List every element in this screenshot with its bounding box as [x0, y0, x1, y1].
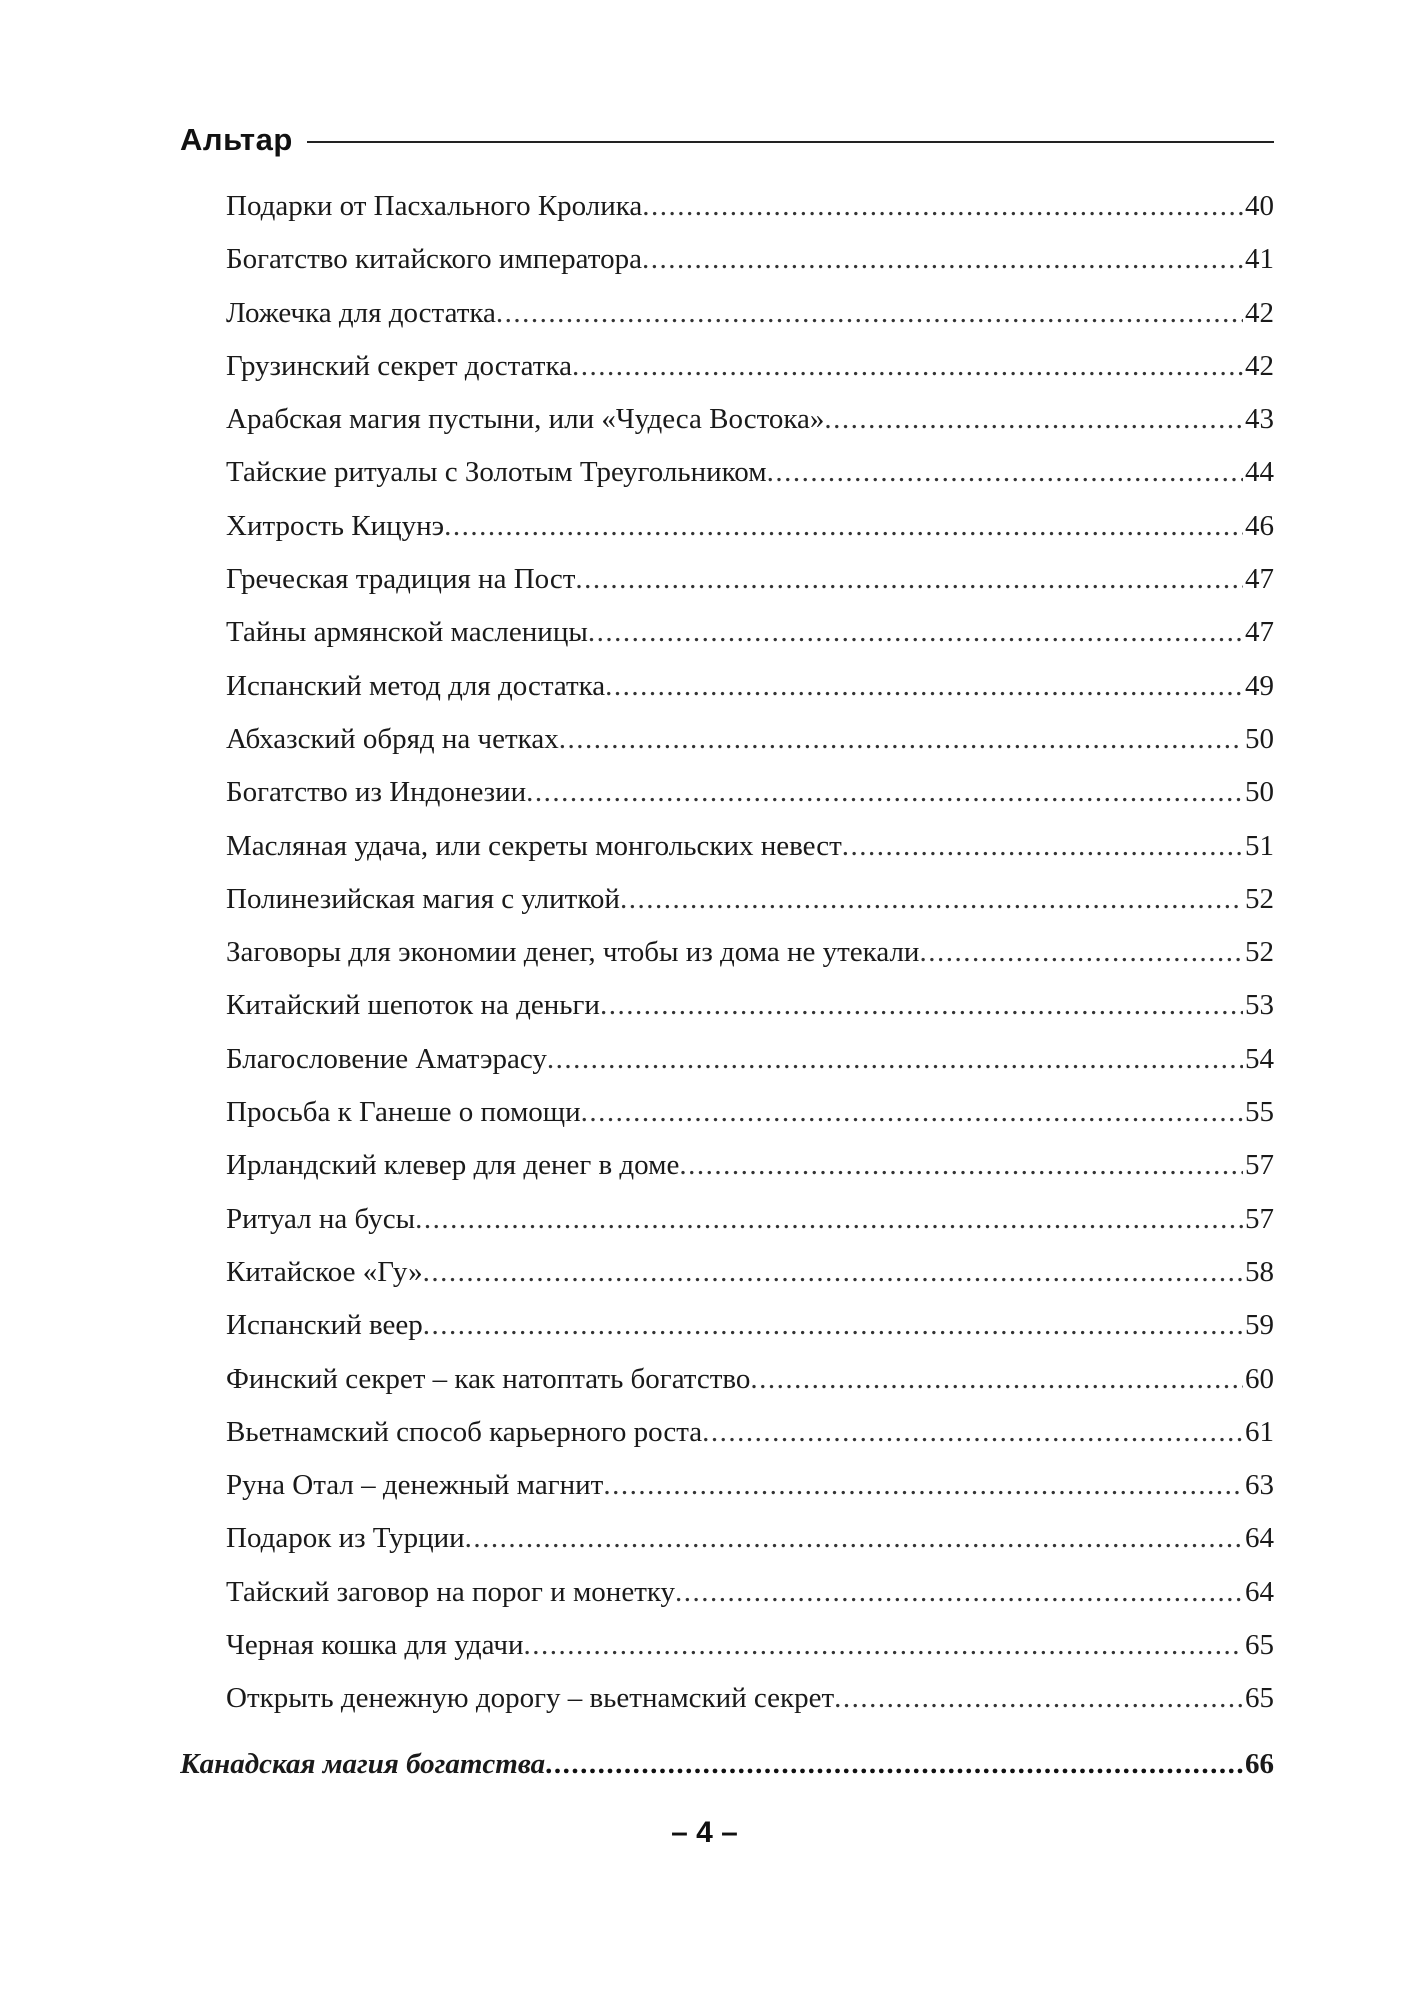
toc-entry-title: Абхазский обряд на четках	[226, 722, 559, 755]
toc-entry-title: Ирландский клевер для денег в доме	[226, 1149, 680, 1182]
toc-leader-dots	[767, 446, 1243, 499]
toc-entry[interactable]	[226, 820, 1274, 873]
toc-entry-title: Открыть денежную дорогу – вьетнамский секрет	[226, 1682, 835, 1715]
toc-entry-page: 52	[1245, 882, 1274, 915]
toc-entry[interactable]	[226, 1033, 1274, 1086]
toc-leader-dots	[834, 1672, 1243, 1725]
toc-entry-title: Подарки от Пасхального Кролика	[226, 190, 643, 222]
toc-entry-page: 49	[1245, 669, 1274, 702]
toc-entry-page: 64	[1245, 1522, 1274, 1555]
toc-entry-title: Полинезийская магия с улиткой	[226, 882, 620, 915]
toc-leader-dots	[600, 979, 1243, 1032]
toc-entry[interactable]	[226, 1672, 1274, 1725]
toc-entry[interactable]	[226, 340, 1274, 393]
toc-entry-title: Арабская магия пустыни, или «Чудеса Востока»	[226, 403, 825, 436]
toc-entry-title: Богатство китайского императора	[226, 243, 642, 276]
toc-entry-title: Благословение Аматэрасу	[226, 1042, 547, 1075]
toc-leader-dots	[605, 660, 1243, 713]
toc-entry-page: 65	[1245, 1682, 1274, 1715]
toc-entry-page: 41	[1245, 243, 1274, 276]
toc-leader-dots	[423, 1299, 1243, 1352]
toc-leader-dots	[842, 820, 1243, 873]
toc-entry-page: 64	[1245, 1575, 1274, 1608]
toc-entry[interactable]	[226, 979, 1274, 1032]
toc-entry-page: 54	[1245, 1042, 1274, 1075]
toc-entry-page: 42	[1245, 349, 1274, 382]
toc-leader-dots	[545, 1738, 1243, 1790]
toc-entry-page: 43	[1245, 403, 1274, 436]
toc-entry-title: Китайское «Гу»	[226, 1255, 423, 1288]
toc-entry-page: 47	[1245, 616, 1274, 649]
toc-leader-dots	[559, 713, 1243, 766]
toc-entry-title: Черная кошка для удачи	[226, 1629, 524, 1662]
toc-entry[interactable]	[226, 660, 1274, 713]
toc-entry-title: Подарок из Турции	[226, 1522, 465, 1555]
toc-entry-title: Заговоры для экономии денег, чтобы из дома не утекали	[226, 936, 920, 969]
toc-leader-dots	[547, 1033, 1243, 1086]
toc-leader-dots	[679, 1139, 1243, 1192]
toc-entry-page: 50	[1245, 722, 1274, 755]
toc-entry-title: Китайский шепоток на деньги	[226, 989, 600, 1022]
toc-entry[interactable]	[226, 1353, 1274, 1406]
toc-entry-title: Вьетнамский способ карьерного роста	[226, 1415, 703, 1448]
toc-entry-title: Финский секрет – как натоптать богатство	[226, 1362, 751, 1395]
toc-leader-dots	[465, 1512, 1243, 1565]
toc-leader-dots	[824, 393, 1243, 446]
page-number: – 4 –	[671, 1816, 738, 1849]
toc-entry[interactable]	[226, 1459, 1274, 1512]
toc-entry[interactable]	[226, 1566, 1274, 1619]
toc-entry-title: Ритуал на бусы	[226, 1202, 416, 1235]
toc-leader-dots	[919, 926, 1243, 979]
toc-entry-page: 60	[1245, 1362, 1274, 1395]
toc-entry[interactable]	[226, 873, 1274, 926]
toc-entry-title: Богатство из Индонезии	[226, 776, 527, 809]
toc-entry-page: 57	[1245, 1149, 1274, 1182]
toc-entry-title: Испанский метод для достатка	[226, 669, 606, 702]
toc-leader-dots	[581, 1086, 1243, 1139]
toc-entry[interactable]	[226, 553, 1274, 606]
toc-entry-page: 44	[1245, 456, 1274, 489]
toc-entry[interactable]	[226, 1086, 1274, 1139]
toc-leader-dots	[526, 766, 1243, 819]
toc-entry[interactable]	[226, 926, 1274, 979]
toc-entry-page: 63	[1245, 1469, 1274, 1502]
toc-entry[interactable]	[226, 606, 1274, 659]
toc-leader-dots	[642, 180, 1243, 233]
toc-entry[interactable]	[226, 500, 1274, 553]
toc-entry[interactable]	[226, 393, 1274, 446]
toc-entry-page: 55	[1245, 1096, 1274, 1129]
section-header	[180, 118, 1274, 162]
toc-entry[interactable]	[226, 1512, 1274, 1565]
toc-leader-dots	[620, 873, 1243, 926]
toc-chapter-entry[interactable]	[180, 1738, 1274, 1790]
toc-leader-dots	[588, 606, 1243, 659]
toc-entry-page: 52	[1245, 936, 1274, 969]
toc-leader-dots	[444, 500, 1243, 553]
toc-entry-title: Руна Отал – денежный магнит	[226, 1469, 604, 1502]
toc-chapter-title: Канадская магия богатства	[180, 1748, 546, 1780]
toc-entry-title: Тайские ритуалы с Золотым Треугольником	[226, 456, 767, 489]
toc-leader-dots	[702, 1406, 1243, 1459]
toc-entry-page: 59	[1245, 1309, 1274, 1342]
toc-leader-dots	[496, 287, 1243, 340]
toc-leader-dots	[572, 340, 1243, 393]
toc-entry-title: Тайский заговор на порог и монетку	[226, 1575, 676, 1608]
toc-entry[interactable]	[226, 1619, 1274, 1672]
toc-entry-title: Просьба к Ганеше о помощи	[226, 1096, 581, 1129]
toc-entry-page: 51	[1245, 829, 1274, 862]
toc-leader-dots	[575, 553, 1243, 606]
toc-leader-dots	[603, 1459, 1243, 1512]
toc-chapter-page: 66	[1245, 1748, 1274, 1780]
toc-entry-title: Тайны армянской масленицы	[226, 616, 588, 649]
toc-leader-dots	[523, 1619, 1243, 1672]
toc-entry[interactable]	[226, 233, 1274, 286]
toc-entry-page: 61	[1245, 1415, 1274, 1448]
toc-entry[interactable]	[226, 1193, 1274, 1246]
toc-leader-dots	[675, 1566, 1243, 1619]
toc-entry-title: Греческая традиция на Пост	[226, 563, 576, 596]
toc-leader-dots	[423, 1246, 1243, 1299]
section-title: Альтар	[180, 122, 293, 157]
toc-entry-page: 65	[1245, 1629, 1274, 1662]
toc-entry-title: Грузинский секрет достатка	[226, 349, 572, 382]
toc-entry[interactable]	[226, 180, 1274, 233]
toc-entry-title: Ложечка для достатка	[226, 296, 496, 329]
toc-list	[226, 180, 1274, 1726]
toc-entry-page: 46	[1245, 509, 1274, 542]
toc-entry-title: Испанский веер	[226, 1309, 423, 1342]
toc-entry-page: 53	[1245, 989, 1274, 1022]
toc-entry-page: 47	[1245, 563, 1274, 596]
toc-leader-dots	[750, 1353, 1243, 1406]
toc-entry[interactable]	[226, 1246, 1274, 1299]
toc-entry[interactable]	[226, 1139, 1274, 1192]
toc-entry-page: 42	[1245, 296, 1274, 329]
toc-leader-dots	[642, 233, 1243, 286]
toc-entry[interactable]	[226, 1406, 1274, 1459]
toc-entry-page: 50	[1245, 776, 1274, 809]
toc-entry[interactable]	[226, 1299, 1274, 1352]
section-rule	[307, 141, 1274, 143]
toc-entry[interactable]	[226, 287, 1274, 340]
toc-entry[interactable]	[226, 766, 1274, 819]
toc-entry-page: 58	[1245, 1255, 1274, 1288]
toc-entry[interactable]	[226, 713, 1274, 766]
toc-entry-title: Хитрость Кицунэ	[226, 509, 445, 542]
toc-entry-title: Масляная удача, или секреты монгольских невест	[226, 829, 842, 862]
toc-entry[interactable]	[226, 446, 1274, 499]
toc-leader-dots	[415, 1193, 1243, 1246]
toc-entry-page: 57	[1245, 1202, 1274, 1235]
toc-entry-page: 40	[1245, 190, 1274, 222]
